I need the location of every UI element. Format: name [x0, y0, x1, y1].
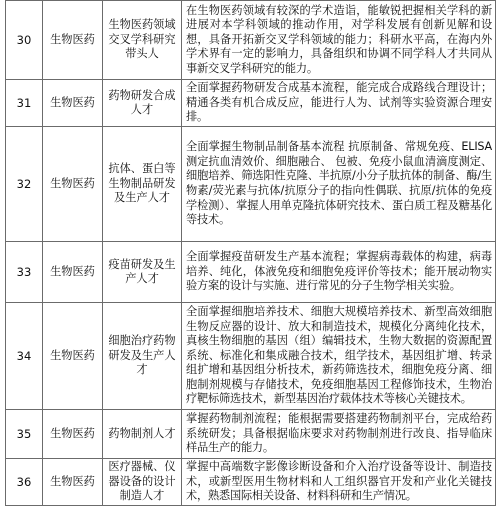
row-number: 32: [6, 127, 43, 242]
row-category: 生物医药: [43, 127, 103, 242]
row-category: 生物医药: [43, 242, 103, 303]
row-requirement: 掌握药物制剂流程；能根据需要搭建药物制剂平台，完成给药系统研发；具备根据临床要求对药物制剂进行改良、指导临床样品生产的能力。: [182, 410, 496, 459]
row-requirement: 掌握中高端数字影像诊断设备和介入治疗设备等设计、制造技术，或新型医用生物材料和人工组织器官开发和产业化关键技术，熟悉国际相关设备、材料科研和生产情况。: [182, 459, 496, 506]
row-requirement: 全面掌握药物研发合成基本流程，能完成合成路线合理设计；精通各类有机合成反应，能进行人为、试剂等实验资源合理安排。: [182, 80, 496, 127]
row-number: 31: [6, 80, 43, 127]
table-row: [6, 459, 496, 506]
table-row: [6, 80, 496, 127]
talent-table-sheet: [5, 0, 496, 503]
row-category: 生物医药: [43, 410, 103, 459]
row-position: 疫苗研发及生产人才: [103, 242, 182, 303]
row-position: 抗体、蛋白等生物制品研发及生产人才: [103, 127, 182, 242]
row-position: 药物制剂人才: [103, 410, 182, 459]
row-requirement: 全面掌握生物制品制备基本流程 抗原制备、常规免疫、ELISA测定抗血清效价、细胞融合、 包被、免疫小鼠血清滴度测定、细胞培养、筛选阳性克隆、半抗原/小分子肽抗体的制备、酶/生物素/荧光素与抗体/抗原分子的指向性偶联、抗原/抗体的免疫学检测）、掌握人用单克隆抗体研究技术、蛋白质工程及糖基化等技术。: [182, 127, 496, 242]
table-row: [6, 303, 496, 410]
row-number: 35: [6, 410, 43, 459]
row-position: 医疗器械、仪器设备的设计制造人才: [103, 459, 182, 506]
talent-requirements-table: [5, 0, 496, 506]
row-category: 生物医药: [43, 459, 103, 506]
row-number: 33: [6, 242, 43, 303]
row-requirement: 全面掌握疫苗研发生产基本流程；掌握病毒载体的构建，病毒培养、纯化，体液免疫和细胞免疫评价等技术；能开展动物实验方案的设计与实施、进行常见的分子生物学相关实验。: [182, 242, 496, 303]
row-category: 生物医药: [43, 80, 103, 127]
row-requirement: 在生物医药领域有较深的学术造诣，能敏锐把握相关学科的新进展对本学科领域的推动作用，对学科发展有创新见解和设想，具备开拓新交叉学科领域的能力；科研水平高，在海内外学术界有一定的影响力，具备组织和协调不同学科人才共同从事新交叉学科研究的能力。: [182, 1, 496, 80]
table-row: [6, 242, 496, 303]
row-number: 34: [6, 303, 43, 410]
table-row: [6, 410, 496, 459]
row-number: 36: [6, 459, 43, 506]
row-category: 生物医药: [43, 303, 103, 410]
row-number: 30: [6, 1, 43, 80]
row-category: 生物医药: [43, 1, 103, 80]
row-position: 药物研发合成人才: [103, 80, 182, 127]
row-position: 细胞治疗药物研发及生产人才: [103, 303, 182, 410]
table-row: [6, 1, 496, 80]
row-requirement: 全面掌握细胞培养技术、细胞大规模培养技术、新型高效细胞生物反应器的设计、放大和制造技术，规模化分离纯化技术，真核生物细胞的基因（组）编辑技术，生物大数据的资源配置系统、标准化和集成融合技术，组学技术，基因组扩增、转录组扩增和基因组分析技术，新药筛选技术，细胞免疫分离、细胞制剂规模与存储技术，免疫细胞基因工程修饰技术，生物治疗靶标筛选技术，新型基因治疗载体技术等核心关键技术。: [182, 303, 496, 410]
row-position: 生物医药领域交叉学科研究带头人: [103, 1, 182, 80]
table-row: [6, 127, 496, 242]
